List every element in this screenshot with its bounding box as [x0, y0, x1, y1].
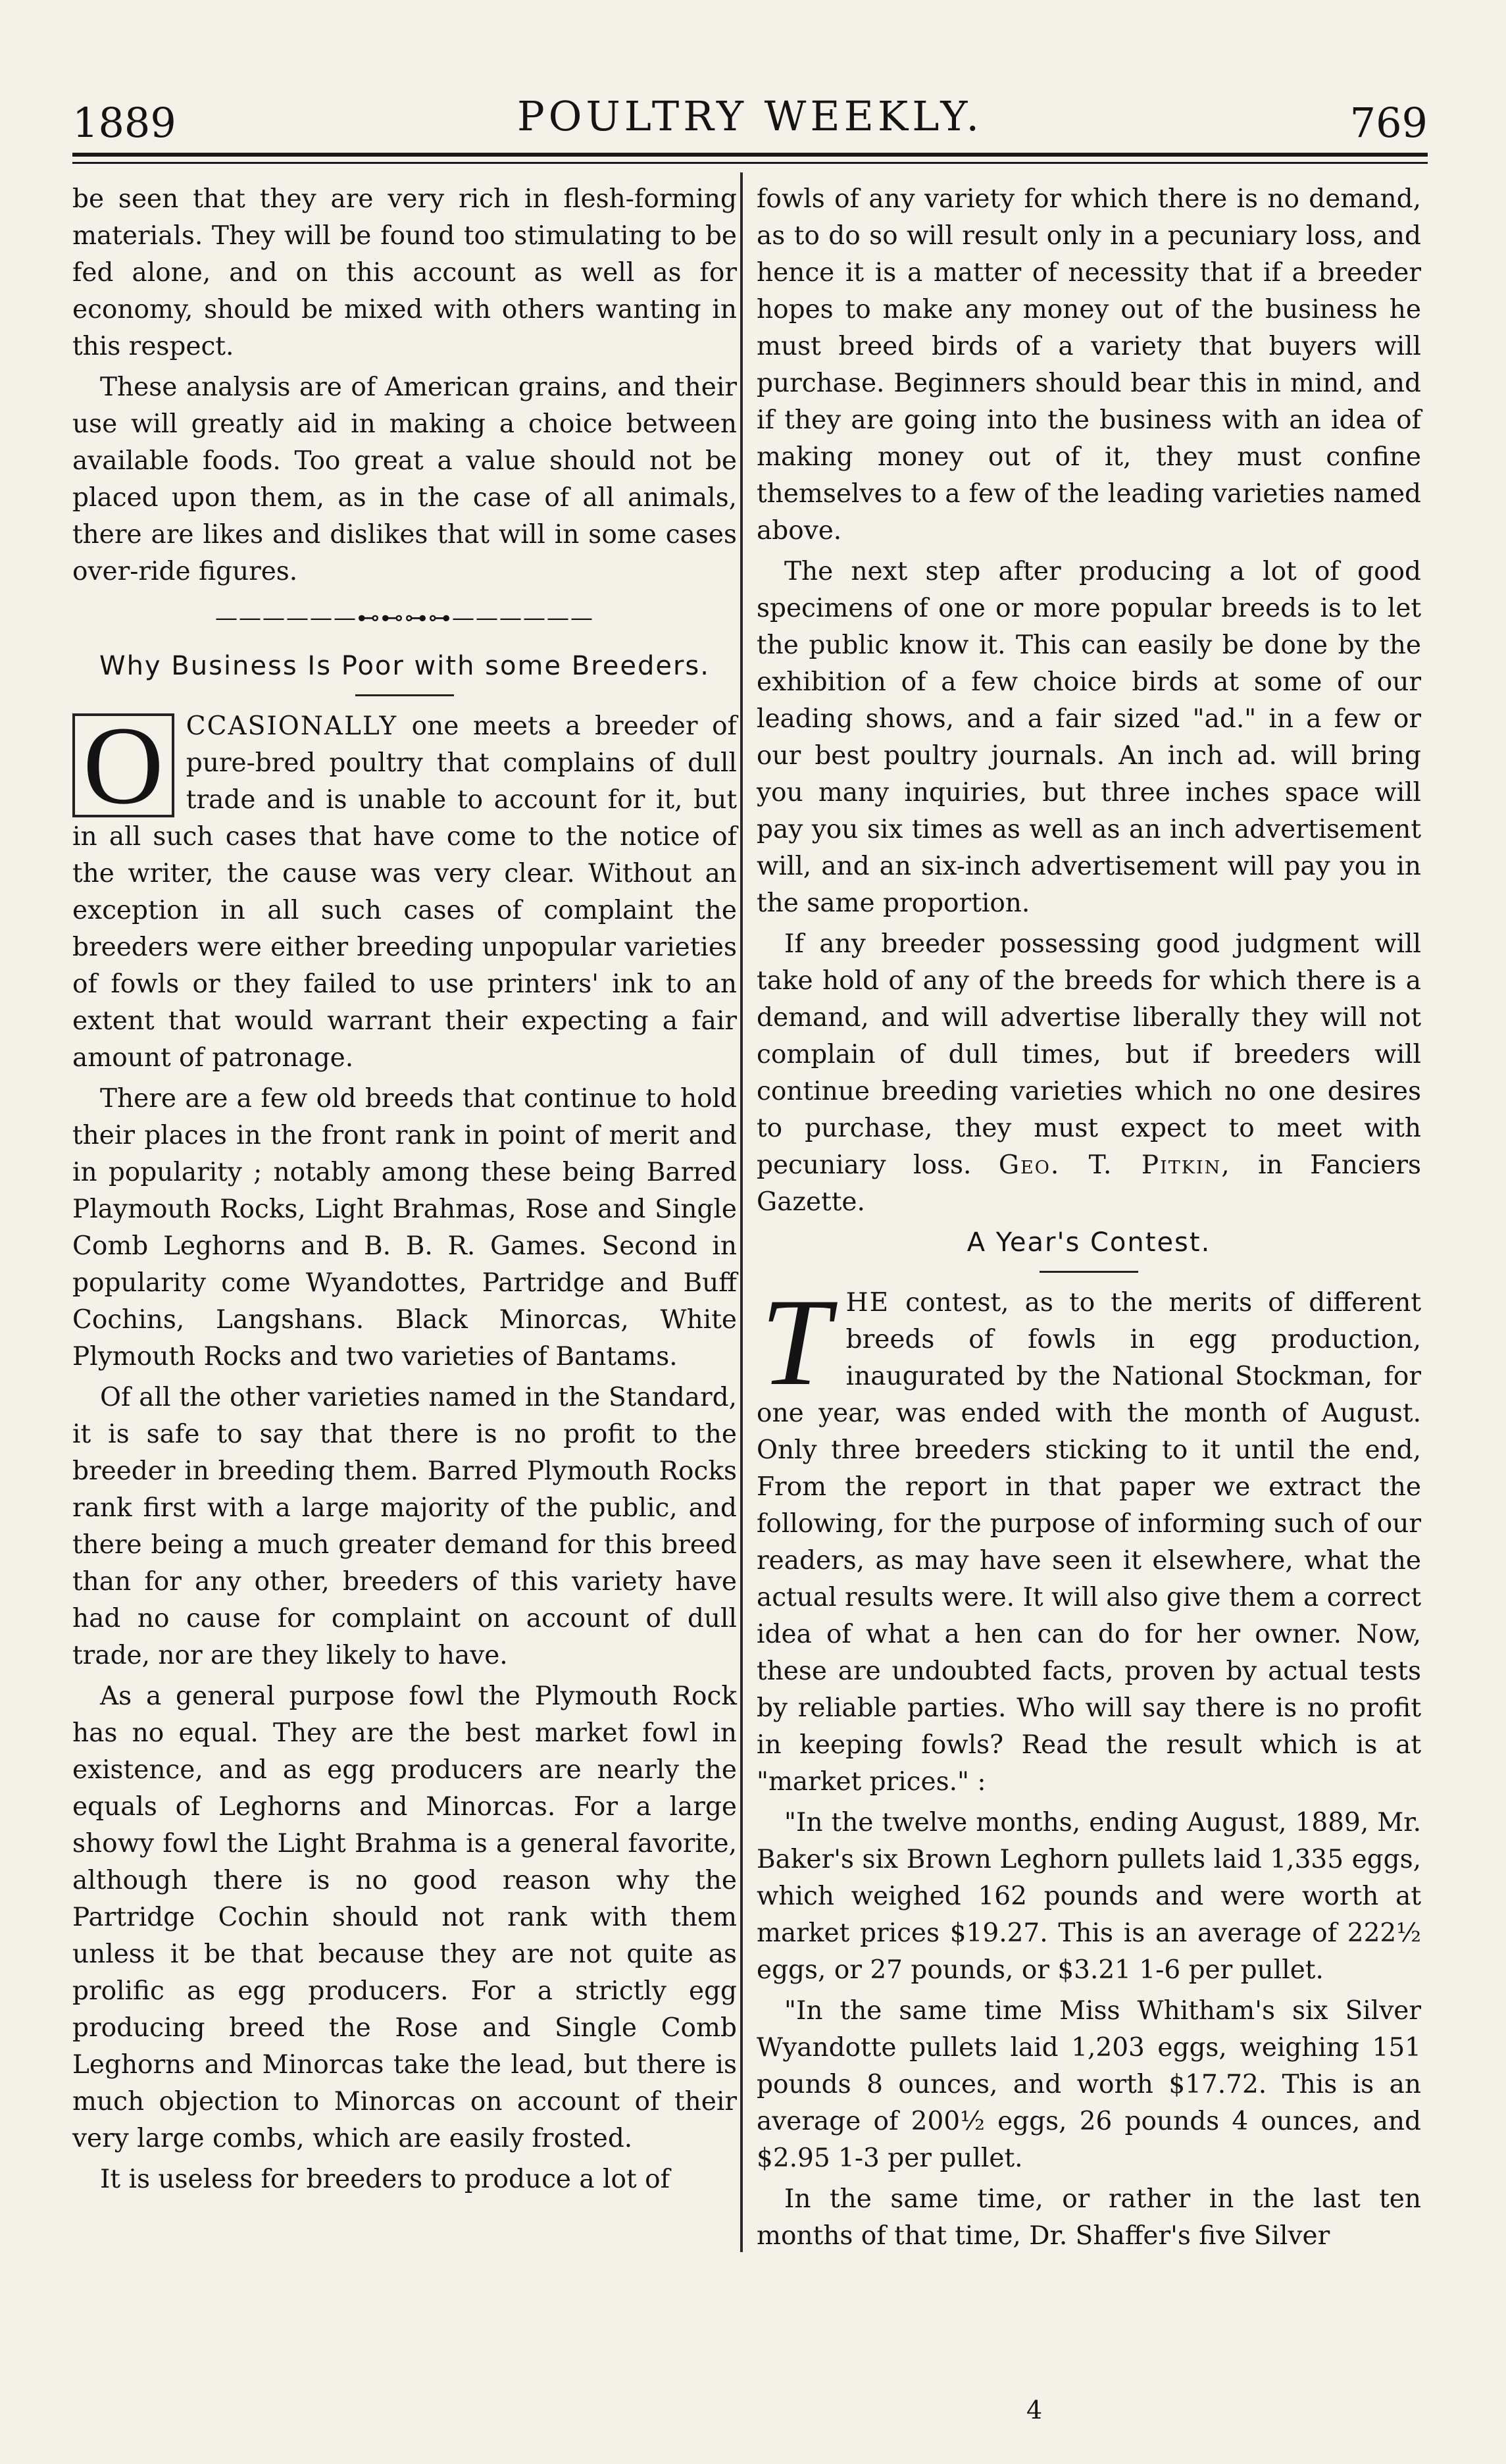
dropcap-t: T: [761, 1273, 830, 1412]
heading-rule: [1040, 1271, 1138, 1273]
article-heading-contest: A Year's Contest.: [966, 1227, 1211, 1258]
right-paragraph-2: The next step after producing a lot of good specimens of one or more popular breeds is to let the public know it. This can easily be done by the exhibition of a few choice birds at some of our leading shows, and a fair sized "ad." in a few or our best poultry journals. An inch ad. will bring you many inquiries, but three inches space will pay you six times as well as an inch advertisement will, and an six-inch advertisement will pay you in the same proportion.: [757, 557, 1421, 918]
header-year: 1889: [72, 99, 176, 147]
author-name: Geo. T. Pitkin,: [998, 1150, 1231, 1180]
left-paragraph-7: It is useless for breeders to produce a lot of: [100, 2165, 670, 2194]
paragraph-text: If any breeder possessing good judgment will take hold of any of the breeds for which there is a demand, and will advertise liberally they will not complain of dull times, but if breeders will continue breeding varieties which no one desires to purchase, they must expect to meet with pecuniary loss.: [757, 929, 1421, 1180]
publication-title: POULTRY WEEKLY.: [516, 92, 984, 140]
right-paragraph-4: [757, 1273, 1421, 1801]
lead-word: CCASIONALLY: [186, 711, 398, 741]
left-column: [72, 181, 737, 2202]
left-paragraph-4: There are a few old breeds that continue to hold their places in the front rank in point of merit and in popularity ; notably among these being Barred Playmouth Rocks, Light Brahmas, Rose and Single Comb Leghorns and B. B. R. Games. Second in popularity come Wyandottes, Partridge and Buff Cochins, Langshans. Black Minorcas, White Plymouth Rocks and two varieties of Bantams.: [72, 1084, 737, 1372]
right-paragraph-6: "In the same time Miss Whitham's six Silver Wyandotte pullets laid 1,203 eggs, weighing 151 pounds 8 ounces, and worth $17.72. This is an average of 200½ eggs, 26 pounds 4 ounces, and $2.95 1-3 per pullet.: [757, 1996, 1421, 2173]
page-header: [72, 92, 1428, 151]
left-paragraph-6: As a general purpose fowl the Plymouth Rock has no equal. They are the best market fowl in existence, and as egg producers are nearly the equals of Leghorns and Minorcas. For a large showy fowl the Light Brahma is a general favorite, although there is no good reason why the Partridge Cochin should not rank with them unless it be that because they are not quite as prolific as egg producers. For a strictly egg producing breed the Rose and Single Comb Leghorns and Minorcas take the lead, but there is much objection to Minorcas on account of their very large combs, which are easily frosted.: [72, 1681, 737, 2153]
article-heading-business: Why Business Is Poor with some Breeders.: [99, 651, 710, 681]
right-paragraph-5: "In the twelve months, ending August, 1889, Mr. Baker's six Brown Leghorn pullets laid 1,335 eggs, which weighed 162 pounds and were worth at market prices $19.27. This is an average of 222½ eggs, or 27 pounds, or $3.21 1-6 per pullet.: [757, 1808, 1421, 1985]
left-paragraph-2: These analysis are of American grains, and their use will greatly aid in making a choice between available foods. Too great a value should not be placed upon them, as in the case of all animals, there are likes and dislikes that will in some cases over-ride figures.: [72, 372, 737, 586]
source-name: in Fanciers Gazette.: [757, 1150, 1421, 1217]
column-divider: [740, 172, 743, 2252]
paragraph-text: one meets a breeder of pure-bred poultry that complains of dull trade and is unable to account for it, but in all such cases that have come to the notice of the writer, the cause was very clear. Without an exception in all such cases of complaint the breeders were either breeding unpopular varieties of fowls or they failed to use printers' ink to an extent that would warrant their expecting a fair amount of patronage.: [72, 711, 737, 1073]
heading-rule: [355, 694, 454, 696]
page-number: 769: [1349, 99, 1428, 147]
right-paragraph-3: [757, 926, 1421, 1221]
left-paragraph-1: be seen that they are very rich in flesh-forming materials. They will be found too stimulating to be fed alone, and on this account as well as for economy, should be mixed with others wanting in this respect.: [72, 184, 737, 361]
section-separator: ——————⊷⊷⊶⊶——————: [215, 605, 594, 631]
lead-word: HE: [845, 1288, 890, 1318]
paragraph-text: contest, as to the merits of different breeds of fowls in egg production, inaugurated by the National Stockman, for one year, was ended with the month of August. Only three breeders sticking to it until the end, From the report in that paper we extract the following, for the purpose of informing such of our readers, as may have seen it elsewhere, what the actual results were. It will also give them a correct idea of what a hen can do for her owner. Now, these are undoubted facts, proven by actual tests by reliable parties. Who will say there is no profit in keeping fowls? Read the result which is at "market prices." :: [757, 1288, 1421, 1797]
signature-mark: 4: [1026, 2396, 1043, 2425]
right-column: [757, 181, 1421, 2259]
left-paragraph-3: [72, 704, 737, 1077]
right-paragraph-7: In the same time, or rather in the last ten months of that time, Dr. Shaffer's five Silver: [757, 2184, 1421, 2251]
header-rule-thin: [72, 162, 1428, 164]
header-rule-thick: [72, 153, 1428, 157]
right-paragraph-1: fowls of any variety for which there is no demand, as to do so will result only in a pecuniary loss, and hence it is a matter of necessity that if a breeder hopes to make any money out of the business he must breed birds of a variety that buyers will purchase. Beginners should bear this in mind, and if they are going into the business with an idea of making money out of it, they must confine themselves to a few of the leading varieties named above.: [757, 184, 1421, 546]
dropcap-o: O: [72, 713, 174, 817]
left-paragraph-5: Of all the other varieties named in the Standard, it is safe to say that there is no profit to the breeder in breeding them. Barred Plymouth Rocks rank first with a large majority of the public, and there being a much greater demand for this breed than for any other, breeders of this variety have had no cause for complaint on account of dull trade, nor are they likely to have.: [72, 1383, 737, 1670]
